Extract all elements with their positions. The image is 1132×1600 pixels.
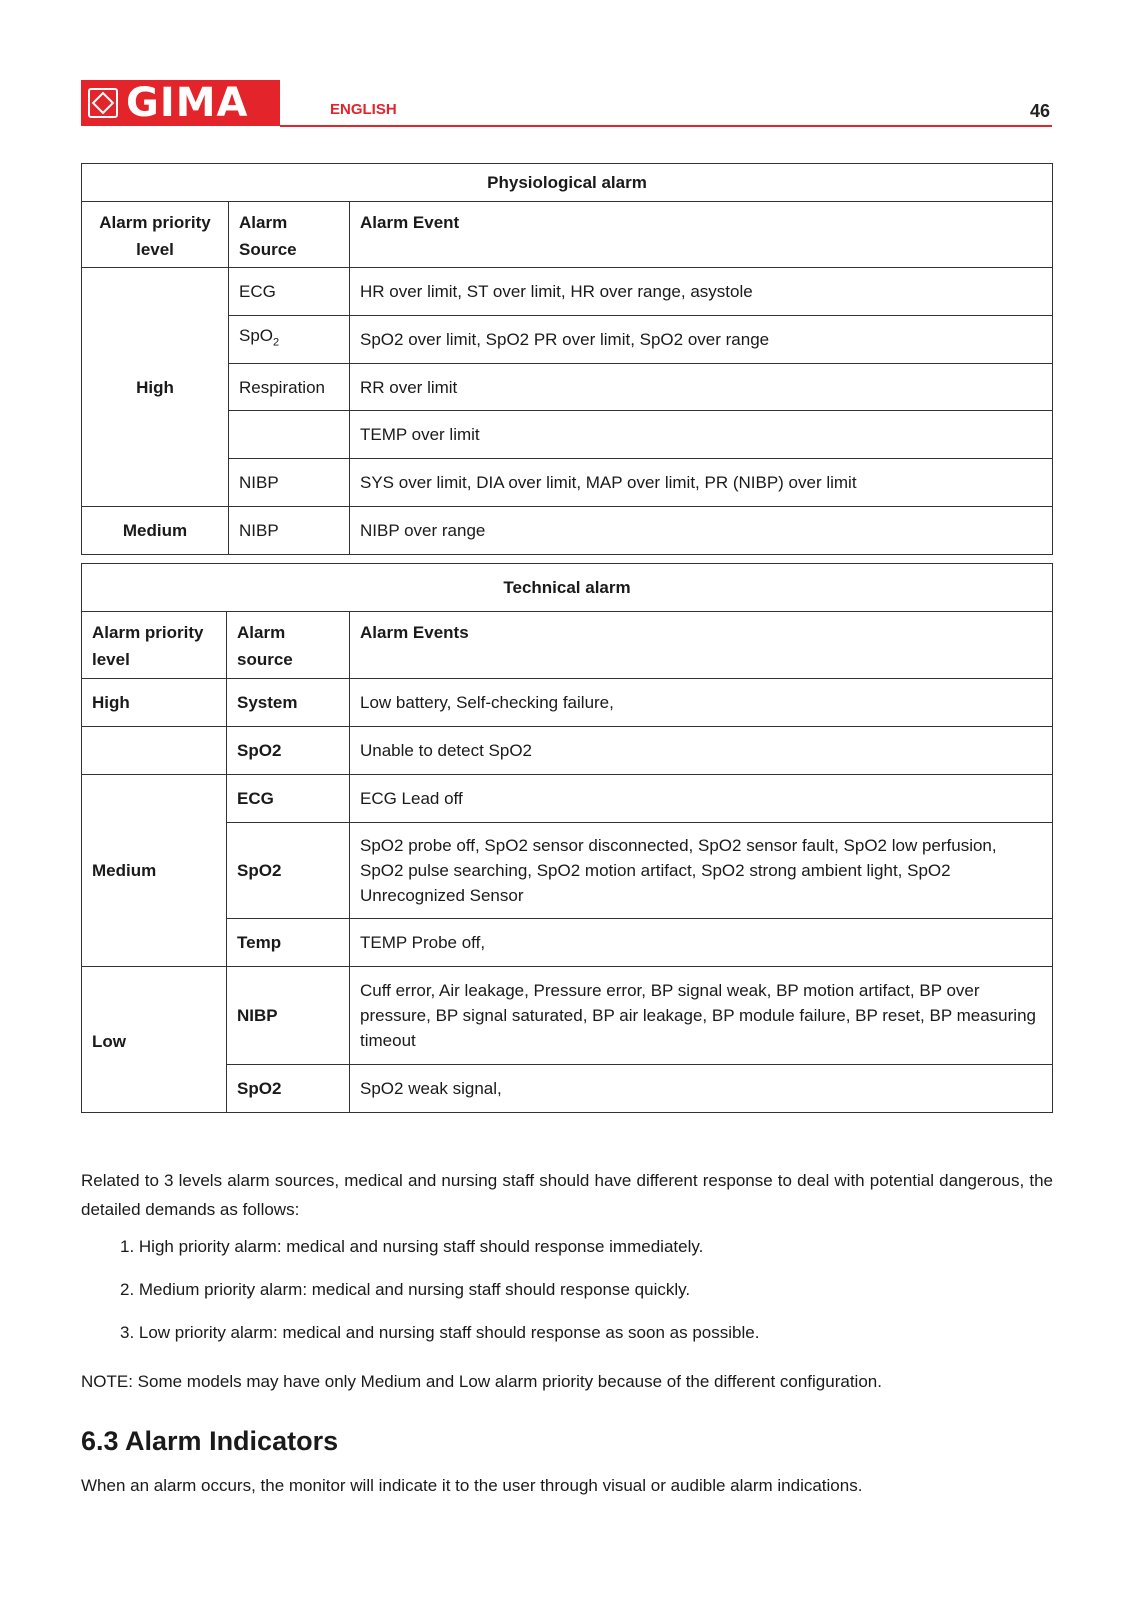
technical-alarm-table [81,563,1053,1113]
event-cell: TEMP over limit [350,411,1053,459]
event-cell: NIBP over range [350,507,1053,555]
list-item: 3. Low priority alarm: medical and nursing staff should response as soon as possible. [120,1323,760,1342]
event-cell: SpO2 probe off, SpO2 sensor disconnected, SpO2 sensor fault, SpO2 low perfusion, SpO2 pulse searching, SpO2 motion artifact, SpO2 strong ambient light, SpO2 Unrecognized Sensor [350,823,1053,919]
source-cell [229,411,350,459]
source-cell: SpO2 [227,1065,350,1113]
priority-cell: High [82,268,229,507]
event-cell: ECG Lead off [350,775,1053,823]
page-number: 46 [1030,101,1051,121]
table-title-row [82,564,1053,612]
header-priority: Alarm priority level [82,202,229,268]
source-cell: SpO$_2$ [229,316,350,364]
source-cell: Temp [227,919,350,967]
table-row [82,679,1053,727]
header-priority: Alarm priority level [82,612,227,679]
table-title-row [82,164,1053,202]
subscript: 2 [273,336,280,349]
event-cell: SpO2 over limit, SpO2 PR over limit, SpO2 over range [350,316,1053,364]
table-row [82,967,1053,1065]
priority-cell: Medium [82,507,229,555]
priority-cell: Low [82,967,227,1113]
event-cell: HR over limit, ST over limit, HR over range, asystole [350,268,1053,316]
header-source: Alarm Source [229,202,350,268]
header-event: Alarm Events [350,612,1053,679]
source-cell: NIBP [227,967,350,1065]
table-header-row [82,612,1053,679]
source-cell: NIBP [229,459,350,507]
physiological-alarm-table [81,163,1053,555]
table-title: Technical alarm [82,564,1053,612]
section-heading: 6.3 Alarm Indicators [81,1426,339,1456]
source-cell: Respiration [229,364,350,411]
priority-cell: High [82,679,227,727]
source-cell: SpO2 [227,823,350,919]
event-cell: RR over limit [350,364,1053,411]
header-event: Alarm Event [350,202,1053,268]
intro-paragraph: Related to 3 levels alarm sources, medical and nursing staff should have different response to deal with potential dangerous, the detailed demands as follows: [81,1171,1053,1219]
table-row [82,507,1053,555]
header-source: Alarm source [227,612,350,679]
event-cell: SpO2 weak signal, [350,1065,1053,1113]
event-cell: Unable to detect SpO2 [350,727,1053,775]
event-cell: TEMP Probe off, [350,919,1053,967]
note-paragraph: NOTE: Some models may have only Medium and Low alarm priority because of the different configuration. [81,1372,882,1391]
language-label: ENGLISH [330,101,397,118]
section-paragraph: When an alarm occurs, the monitor will indicate it to the user through visual or audible alarm indications. [81,1476,863,1495]
list-item: 1. High priority alarm: medical and nursing staff should response immediately. [120,1237,704,1256]
gima-logo [81,80,280,126]
priority-cell: Medium [82,775,227,967]
table-row [82,919,1053,967]
table-row [82,1065,1053,1113]
table-header-row [82,202,1053,268]
logo-emblem-icon [88,88,118,118]
source-cell: ECG [229,268,350,316]
source-cell: SpO2 [227,727,350,775]
logo-wordmark: GIMA [126,80,249,126]
list-item: 2. Medium priority alarm: medical and nursing staff should response quickly. [120,1280,691,1299]
table-title: Physiological alarm [82,164,1053,202]
event-cell: Cuff error, Air leakage, Pressure error, BP signal weak, BP motion artifact, BP over pressure, BP signal saturated, BP air leakage, BP module failure, BP reset, BP measuring timeout [350,967,1053,1065]
table-row [82,268,1053,316]
source-cell: System [227,679,350,727]
table-row [82,775,1053,823]
table-row [82,823,1053,919]
source-cell: ECG [227,775,350,823]
header-rule [280,125,1052,127]
source-cell: NIBP [229,507,350,555]
event-cell: SYS over limit, DIA over limit, MAP over limit, PR (NIBP) over limit [350,459,1053,507]
event-cell: Low battery, Self-checking failure, [350,679,1053,727]
priority-cell [82,727,227,775]
table-row [82,727,1053,775]
